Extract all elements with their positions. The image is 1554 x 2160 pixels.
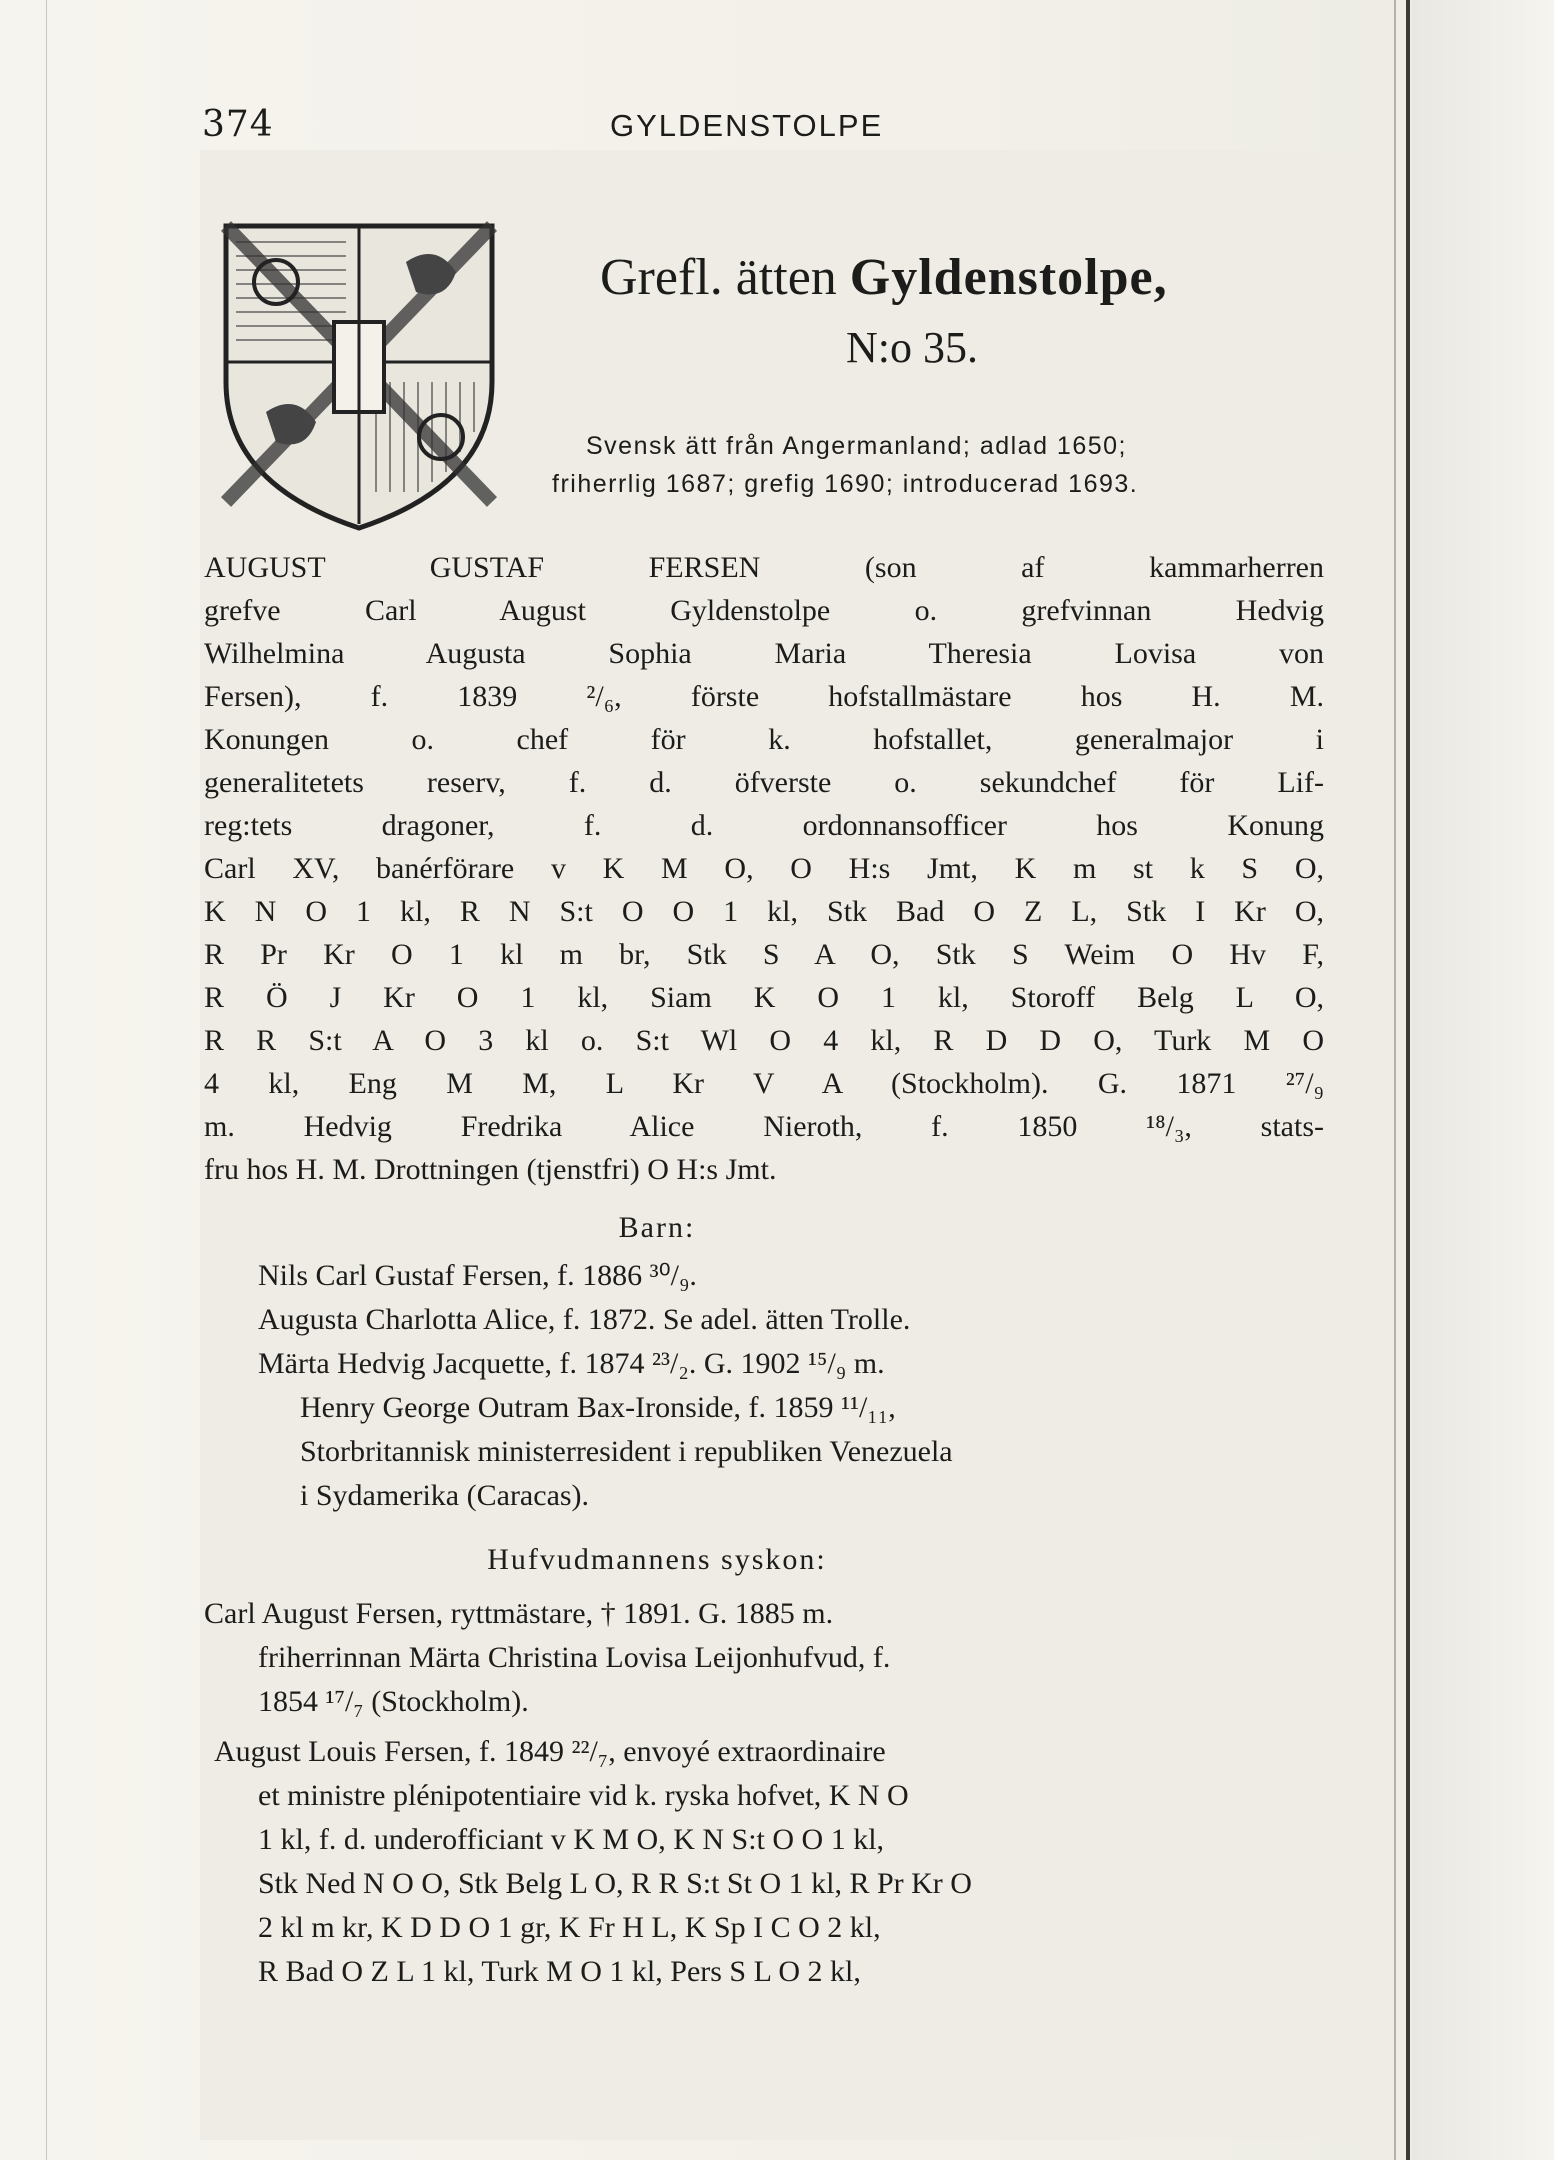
family-title bbox=[600, 248, 1168, 307]
family-number: N:o 35. bbox=[846, 323, 978, 372]
child-entry-continued: i Sydamerika (Caracas). bbox=[300, 1479, 590, 1512]
entry-line: generalitetets reserv, f. d. öfverste o. sekundchef för Lif- bbox=[204, 766, 1324, 799]
coat-of-arms-icon bbox=[206, 212, 512, 534]
children-heading: Barn: bbox=[618, 1211, 696, 1244]
sibling-entry-continued: 1854 ¹⁷/₇ (Stockholm). bbox=[258, 1685, 529, 1718]
origin-line-2: friherrlig 1687; grefig 1690; introducerad 1693. bbox=[552, 470, 1139, 498]
siblings-heading: Hufvudmannens syskon: bbox=[487, 1543, 827, 1576]
running-head: GYLDENSTOLPE bbox=[610, 108, 884, 143]
entry-line: AUGUST GUSTAF FERSEN (son af kammarherren bbox=[204, 551, 1324, 584]
binding-gutter bbox=[1406, 0, 1410, 2160]
entry-line: Fersen), f. 1839 ²/₆, förste hofstallmästare hos H. M. bbox=[204, 680, 1324, 713]
entry-line: reg:tets dragoner, f. d. ordonnansofficer hos Konung bbox=[204, 809, 1324, 842]
entry-line: Carl XV, banérförare v K M O, O H:s Jmt, K m st k S O, bbox=[204, 852, 1324, 885]
gutter-shadow bbox=[1394, 0, 1396, 2160]
sibling-entry-continued: 2 kl m kr, K D D O 1 gr, K Fr H L, K Sp I C O 2 kl, bbox=[258, 1911, 881, 1944]
entry-line: 4 kl, Eng M M, L Kr V A (Stockholm). G. 1871 ²⁷/₉ bbox=[204, 1067, 1324, 1100]
sibling-entry-continued: R Bad O Z L 1 kl, Turk M O 1 kl, Pers S L O 2 kl, bbox=[258, 1955, 861, 1988]
sibling-entry: August Louis Fersen, f. 1849 ²²/₇, envoyé extraordinaire bbox=[214, 1735, 886, 1768]
title-prefix: Grefl. ätten bbox=[600, 249, 837, 306]
sibling-entry-continued: Stk Ned N O O, Stk Belg L O, R R S:t St O 1 kl, R Pr Kr O bbox=[258, 1867, 972, 1900]
entry-line: R Ö J Kr O 1 kl, Siam K O 1 kl, Storoff Belg L O, bbox=[204, 981, 1324, 1014]
entry-line: R Pr Kr O 1 kl m br, Stk S A O, Stk S Weim O Hv F, bbox=[204, 938, 1324, 971]
origin-line-1: Svensk ätt från Angermanland; adlad 1650; bbox=[586, 432, 1127, 460]
child-entry: Augusta Charlotta Alice, f. 1872. Se adel. ätten Trolle. bbox=[258, 1303, 911, 1336]
sibling-entry: Carl August Fersen, ryttmästare, † 1891. G. 1885 m. bbox=[204, 1597, 834, 1630]
entry-line: Konungen o. chef för k. hofstallet, generalmajor i bbox=[204, 723, 1324, 756]
facing-page-edge bbox=[1412, 0, 1554, 2160]
page-number: 374 bbox=[202, 104, 274, 145]
entry-line: fru hos H. M. Drottningen (tjenstfri) O H:s Jmt. bbox=[204, 1153, 777, 1186]
entry-line: m. Hedvig Fredrika Alice Nieroth, f. 1850 ¹⁸/₃, stats- bbox=[204, 1110, 1324, 1143]
entry-line: Wilhelmina Augusta Sophia Maria Theresia Lovisa von bbox=[204, 637, 1324, 670]
page-edge-left bbox=[46, 0, 47, 2160]
child-entry: Nils Carl Gustaf Fersen, f. 1886 ³⁰/₉. bbox=[258, 1259, 697, 1292]
child-entry: Märta Hedvig Jacquette, f. 1874 ²³/₂. G. 1902 ¹⁵/₉ m. bbox=[258, 1347, 885, 1380]
sibling-entry-continued: 1 kl, f. d. underofficiant v K M O, K N S:t O O 1 kl, bbox=[258, 1823, 885, 1856]
entry-line: grefve Carl August Gyldenstolpe o. grefvinnan Hedvig bbox=[204, 594, 1324, 627]
entry-line: K N O 1 kl, R N S:t O O 1 kl, Stk Bad O Z L, Stk I Kr O, bbox=[204, 895, 1324, 928]
sibling-entry-continued: et ministre plénipotentiaire vid k. ryska hofvet, K N O bbox=[258, 1779, 909, 1812]
sibling-entry-continued: friherrinnan Märta Christina Lovisa Leijonhufvud, f. bbox=[258, 1641, 891, 1674]
entry-line: R R S:t A O 3 kl o. S:t Wl O 4 kl, R D D O, Turk M O bbox=[204, 1024, 1324, 1057]
family-name: Gyldenstolpe, bbox=[849, 249, 1168, 306]
child-entry-continued: Henry George Outram Bax-Ironside, f. 1859 ¹¹/₁₁, bbox=[300, 1391, 896, 1424]
child-entry-continued: Storbritannisk ministerresident i republiken Venezuela bbox=[300, 1435, 953, 1468]
